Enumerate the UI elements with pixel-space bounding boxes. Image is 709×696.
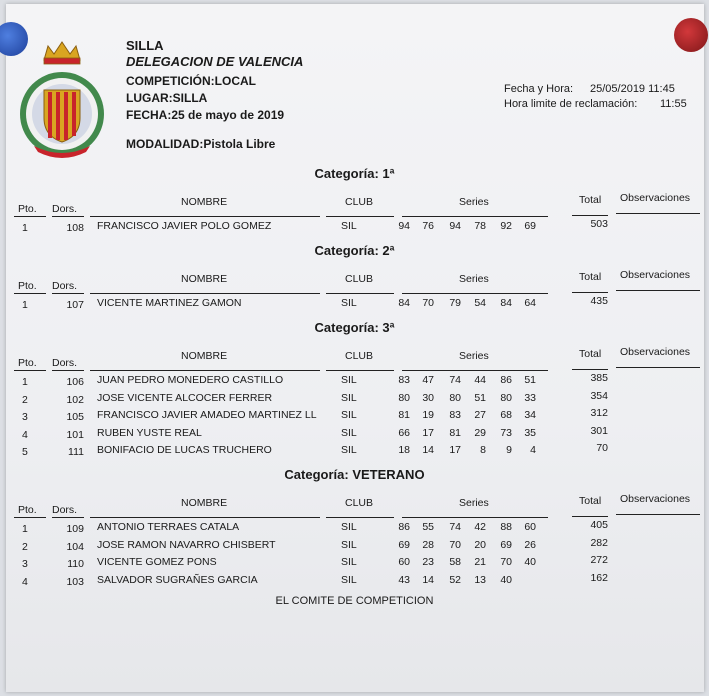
col-header-total: Total xyxy=(579,194,602,206)
header-underline xyxy=(572,516,608,517)
row-total: 70 xyxy=(596,442,608,454)
row-series-value: 58 xyxy=(449,556,461,568)
row-club: SIL xyxy=(341,556,357,568)
place-label: LUGAR:SILLA xyxy=(126,91,208,105)
row-series-value: 17 xyxy=(422,426,434,439)
row-series-value: 28 xyxy=(422,538,434,551)
row-name: VICENTE MARTINEZ GAMON xyxy=(97,297,242,309)
row-series-value: 20 xyxy=(474,538,486,551)
col-header-series: Series xyxy=(459,497,489,509)
header-underline xyxy=(90,293,320,294)
claim-deadline-value: 11:55 xyxy=(660,98,687,110)
col-header-total: Total xyxy=(579,495,602,507)
header-underline xyxy=(572,369,608,370)
col-header-total: Total xyxy=(579,348,602,360)
row-dors: 108 xyxy=(66,222,84,234)
row-name: JOSE VICENTE ALCOCER FERRER xyxy=(97,391,273,404)
row-series-value: 86 xyxy=(500,374,512,386)
row-series-value: 64 xyxy=(524,297,536,309)
header-underline xyxy=(326,370,394,371)
row-series-value: 66 xyxy=(398,426,410,439)
row-series-value: 68 xyxy=(500,409,512,421)
row-series-value: 51 xyxy=(474,391,486,404)
row-series-value: 18 xyxy=(398,444,410,456)
row-pos: 2 xyxy=(22,540,28,553)
modality-label: MODALIDAD:Pistola Libre xyxy=(126,137,276,151)
header-underline xyxy=(402,370,548,371)
row-series-value: 83 xyxy=(449,409,461,421)
row-dors: 101 xyxy=(66,428,84,441)
row-series-value: 76 xyxy=(422,220,434,232)
header-underline xyxy=(326,517,394,518)
row-series-value: 29 xyxy=(474,426,486,439)
row-total: 312 xyxy=(590,407,608,419)
row-series-value: 30 xyxy=(422,391,434,404)
col-header-pos: Pto. xyxy=(18,203,37,215)
row-club: SIL xyxy=(341,374,357,386)
header-underline xyxy=(616,290,700,291)
row-series-value: 74 xyxy=(449,374,461,386)
header-underline xyxy=(90,216,320,217)
header-underline xyxy=(52,216,84,217)
header-underline xyxy=(402,517,548,518)
row-name: JUAN PEDRO MONEDERO CASTILLO xyxy=(97,374,284,386)
row-pos: 1 xyxy=(22,299,28,311)
row-series-value: 84 xyxy=(398,297,410,309)
row-pos: 3 xyxy=(22,411,28,423)
row-series-value: 14 xyxy=(422,444,434,456)
row-series-value: 83 xyxy=(398,374,410,386)
row-series-value: 69 xyxy=(398,538,410,551)
row-series-value: 70 xyxy=(500,556,512,568)
row-club: SIL xyxy=(341,573,357,586)
row-series-value: 26 xyxy=(524,538,536,551)
row-series-value: 34 xyxy=(524,409,536,421)
col-header-obs: Observaciones xyxy=(620,269,691,281)
row-total: 385 xyxy=(590,372,608,384)
row-series-value: 17 xyxy=(449,444,461,456)
row-series-value: 52 xyxy=(449,573,461,586)
delegation-title: DELEGACION DE VALENCIA xyxy=(126,54,304,69)
row-series-value: 86 xyxy=(398,521,410,533)
col-header-obs: Observaciones xyxy=(620,192,691,204)
row-series-value: 60 xyxy=(524,521,536,533)
col-header-series: Series xyxy=(459,273,489,285)
header-underline xyxy=(14,517,46,518)
row-series-value: 73 xyxy=(500,426,512,439)
row-name: RUBEN YUSTE REAL xyxy=(97,426,202,439)
row-club: SIL xyxy=(341,220,357,232)
row-pos: 3 xyxy=(22,558,28,570)
date-label: FECHA:25 de mayo de 2019 xyxy=(126,108,285,122)
row-dors: 109 xyxy=(66,523,84,535)
row-series-value: 79 xyxy=(449,297,461,309)
row-dors: 111 xyxy=(68,446,84,458)
row-series-value: 94 xyxy=(449,220,461,232)
category-title: Categoría: 1ª xyxy=(314,166,395,181)
header-underline xyxy=(402,293,548,294)
row-series-value: 81 xyxy=(449,426,461,439)
col-header-series: Series xyxy=(459,196,489,208)
row-club: SIL xyxy=(341,297,357,309)
row-series-value: 44 xyxy=(474,374,486,386)
header-underline xyxy=(14,216,46,217)
row-series-value: 40 xyxy=(524,556,536,568)
row-pos: 1 xyxy=(22,222,28,234)
header-underline xyxy=(52,293,84,294)
col-header-total: Total xyxy=(579,271,602,283)
header-underline xyxy=(326,293,394,294)
header-underline xyxy=(52,370,84,371)
row-series-value: 92 xyxy=(500,220,512,232)
row-pos: 5 xyxy=(22,446,28,458)
col-header-name: NOMBRE xyxy=(181,273,228,285)
row-name: FRANCISCO JAVIER POLO GOMEZ xyxy=(97,220,272,232)
row-name: ANTONIO TERRAES CATALA xyxy=(97,521,240,533)
row-total: 405 xyxy=(590,519,608,531)
committee-signature: EL COMITE DE COMPETICION xyxy=(275,595,434,607)
row-series-value: 51 xyxy=(524,374,536,386)
row-series-value: 70 xyxy=(449,538,461,551)
row-dors: 107 xyxy=(66,299,84,311)
col-header-pos: Pto. xyxy=(18,504,37,516)
row-dors: 103 xyxy=(66,575,84,588)
row-dors: 106 xyxy=(66,376,84,388)
col-header-club: CLUB xyxy=(345,497,374,509)
row-dors: 102 xyxy=(66,393,84,406)
row-series-value: 88 xyxy=(500,521,512,533)
row-series-value: 43 xyxy=(398,573,410,586)
federation-crest-icon xyxy=(14,38,110,160)
row-club: SIL xyxy=(341,426,357,439)
row-series-value: 33 xyxy=(524,391,536,404)
header-underline xyxy=(616,213,700,214)
col-header-name: NOMBRE xyxy=(181,497,228,509)
row-series-value: 84 xyxy=(500,297,512,309)
row-series-value: 70 xyxy=(422,297,434,309)
header-underline xyxy=(402,216,548,217)
category-title: Categoría: 3ª xyxy=(314,320,395,335)
row-series-value: 69 xyxy=(500,538,512,551)
category-title: Categoría: VETERANO xyxy=(284,467,425,482)
col-header-dors: Dors. xyxy=(52,357,78,369)
row-series-value: 27 xyxy=(474,409,486,421)
header-underline xyxy=(52,517,84,518)
town-title: SILLA xyxy=(126,38,164,53)
row-name: SALVADOR SUGRAÑES GARCIA xyxy=(97,573,258,586)
row-total: 503 xyxy=(590,218,608,230)
col-header-dors: Dors. xyxy=(52,504,78,516)
row-series-value: 4 xyxy=(530,444,536,456)
row-series-value: 69 xyxy=(524,220,536,232)
row-total: 282 xyxy=(590,536,608,549)
header-underline xyxy=(326,216,394,217)
header-underline xyxy=(572,292,608,293)
row-club: SIL xyxy=(341,391,357,404)
datetime-value: 25/05/2019 11:45 xyxy=(590,83,675,95)
datetime-label: Fecha y Hora: xyxy=(504,83,574,95)
col-header-obs: Observaciones xyxy=(620,493,691,505)
row-dors: 110 xyxy=(67,558,84,570)
row-club: SIL xyxy=(341,538,357,551)
row-total: 301 xyxy=(590,424,608,437)
row-series-value: 21 xyxy=(474,556,486,568)
row-club: SIL xyxy=(341,521,357,533)
row-series-value: 42 xyxy=(474,521,486,533)
col-header-pos: Pto. xyxy=(18,280,37,292)
row-total: 162 xyxy=(590,571,608,584)
header-underline xyxy=(14,370,46,371)
row-club: SIL xyxy=(341,444,357,456)
row-name: FRANCISCO JAVIER AMADEO MARTINEZ LL xyxy=(97,409,317,421)
row-series-value: 80 xyxy=(449,391,461,404)
row-pos: 1 xyxy=(22,523,28,535)
header-underline xyxy=(14,293,46,294)
row-name: JOSE RAMON NAVARRO CHISBERT xyxy=(97,538,276,551)
header-underline xyxy=(616,367,700,368)
row-series-value: 40 xyxy=(500,573,512,586)
header-underline xyxy=(90,517,320,518)
row-series-value: 13 xyxy=(474,573,486,586)
col-header-name: NOMBRE xyxy=(181,196,228,208)
row-club: SIL xyxy=(341,409,357,421)
col-header-obs: Observaciones xyxy=(620,346,691,358)
row-series-value: 94 xyxy=(398,220,410,232)
row-pos: 4 xyxy=(22,428,28,441)
row-series-value: 47 xyxy=(422,374,434,386)
claim-deadline-label: Hora limite de reclamación: xyxy=(504,98,638,110)
col-header-series: Series xyxy=(459,350,489,362)
row-dors: 104 xyxy=(66,540,84,553)
col-header-name: NOMBRE xyxy=(181,350,228,362)
row-series-value: 55 xyxy=(422,521,434,533)
row-series-value: 8 xyxy=(480,444,486,456)
header-underline xyxy=(616,514,700,515)
row-pos: 4 xyxy=(22,575,28,588)
row-series-value: 9 xyxy=(506,444,512,456)
row-total: 272 xyxy=(590,554,608,566)
col-header-club: CLUB xyxy=(345,273,374,285)
row-pos: 2 xyxy=(22,393,28,406)
row-series-value: 54 xyxy=(474,297,486,309)
row-series-value: 81 xyxy=(398,409,410,421)
row-name: BONIFACIO DE LUCAS TRUCHERO xyxy=(97,444,272,456)
row-dors: 105 xyxy=(66,411,84,423)
row-series-value: 23 xyxy=(422,556,434,568)
row-total: 354 xyxy=(590,389,608,402)
col-header-dors: Dors. xyxy=(52,203,78,215)
col-header-club: CLUB xyxy=(345,350,374,362)
competition-label: COMPETICIÓN:LOCAL xyxy=(126,74,256,88)
row-series-value: 80 xyxy=(500,391,512,404)
col-header-pos: Pto. xyxy=(18,357,37,369)
header-underline xyxy=(90,370,320,371)
header-underline xyxy=(572,215,608,216)
row-pos: 1 xyxy=(22,376,28,388)
row-series-value: 35 xyxy=(524,426,536,439)
row-series-value: 60 xyxy=(398,556,410,568)
row-name: VICENTE GOMEZ PONS xyxy=(97,556,217,568)
col-header-club: CLUB xyxy=(345,196,374,208)
category-title: Categoría: 2ª xyxy=(314,243,395,258)
row-total: 435 xyxy=(590,295,608,307)
row-series-value: 74 xyxy=(449,521,461,533)
red-pushpin xyxy=(674,18,708,52)
col-header-dors: Dors. xyxy=(52,280,78,292)
row-series-value: 14 xyxy=(422,573,434,586)
row-series-value: 19 xyxy=(422,409,434,421)
row-series-value: 78 xyxy=(474,220,486,232)
row-series-value: 80 xyxy=(398,391,410,404)
